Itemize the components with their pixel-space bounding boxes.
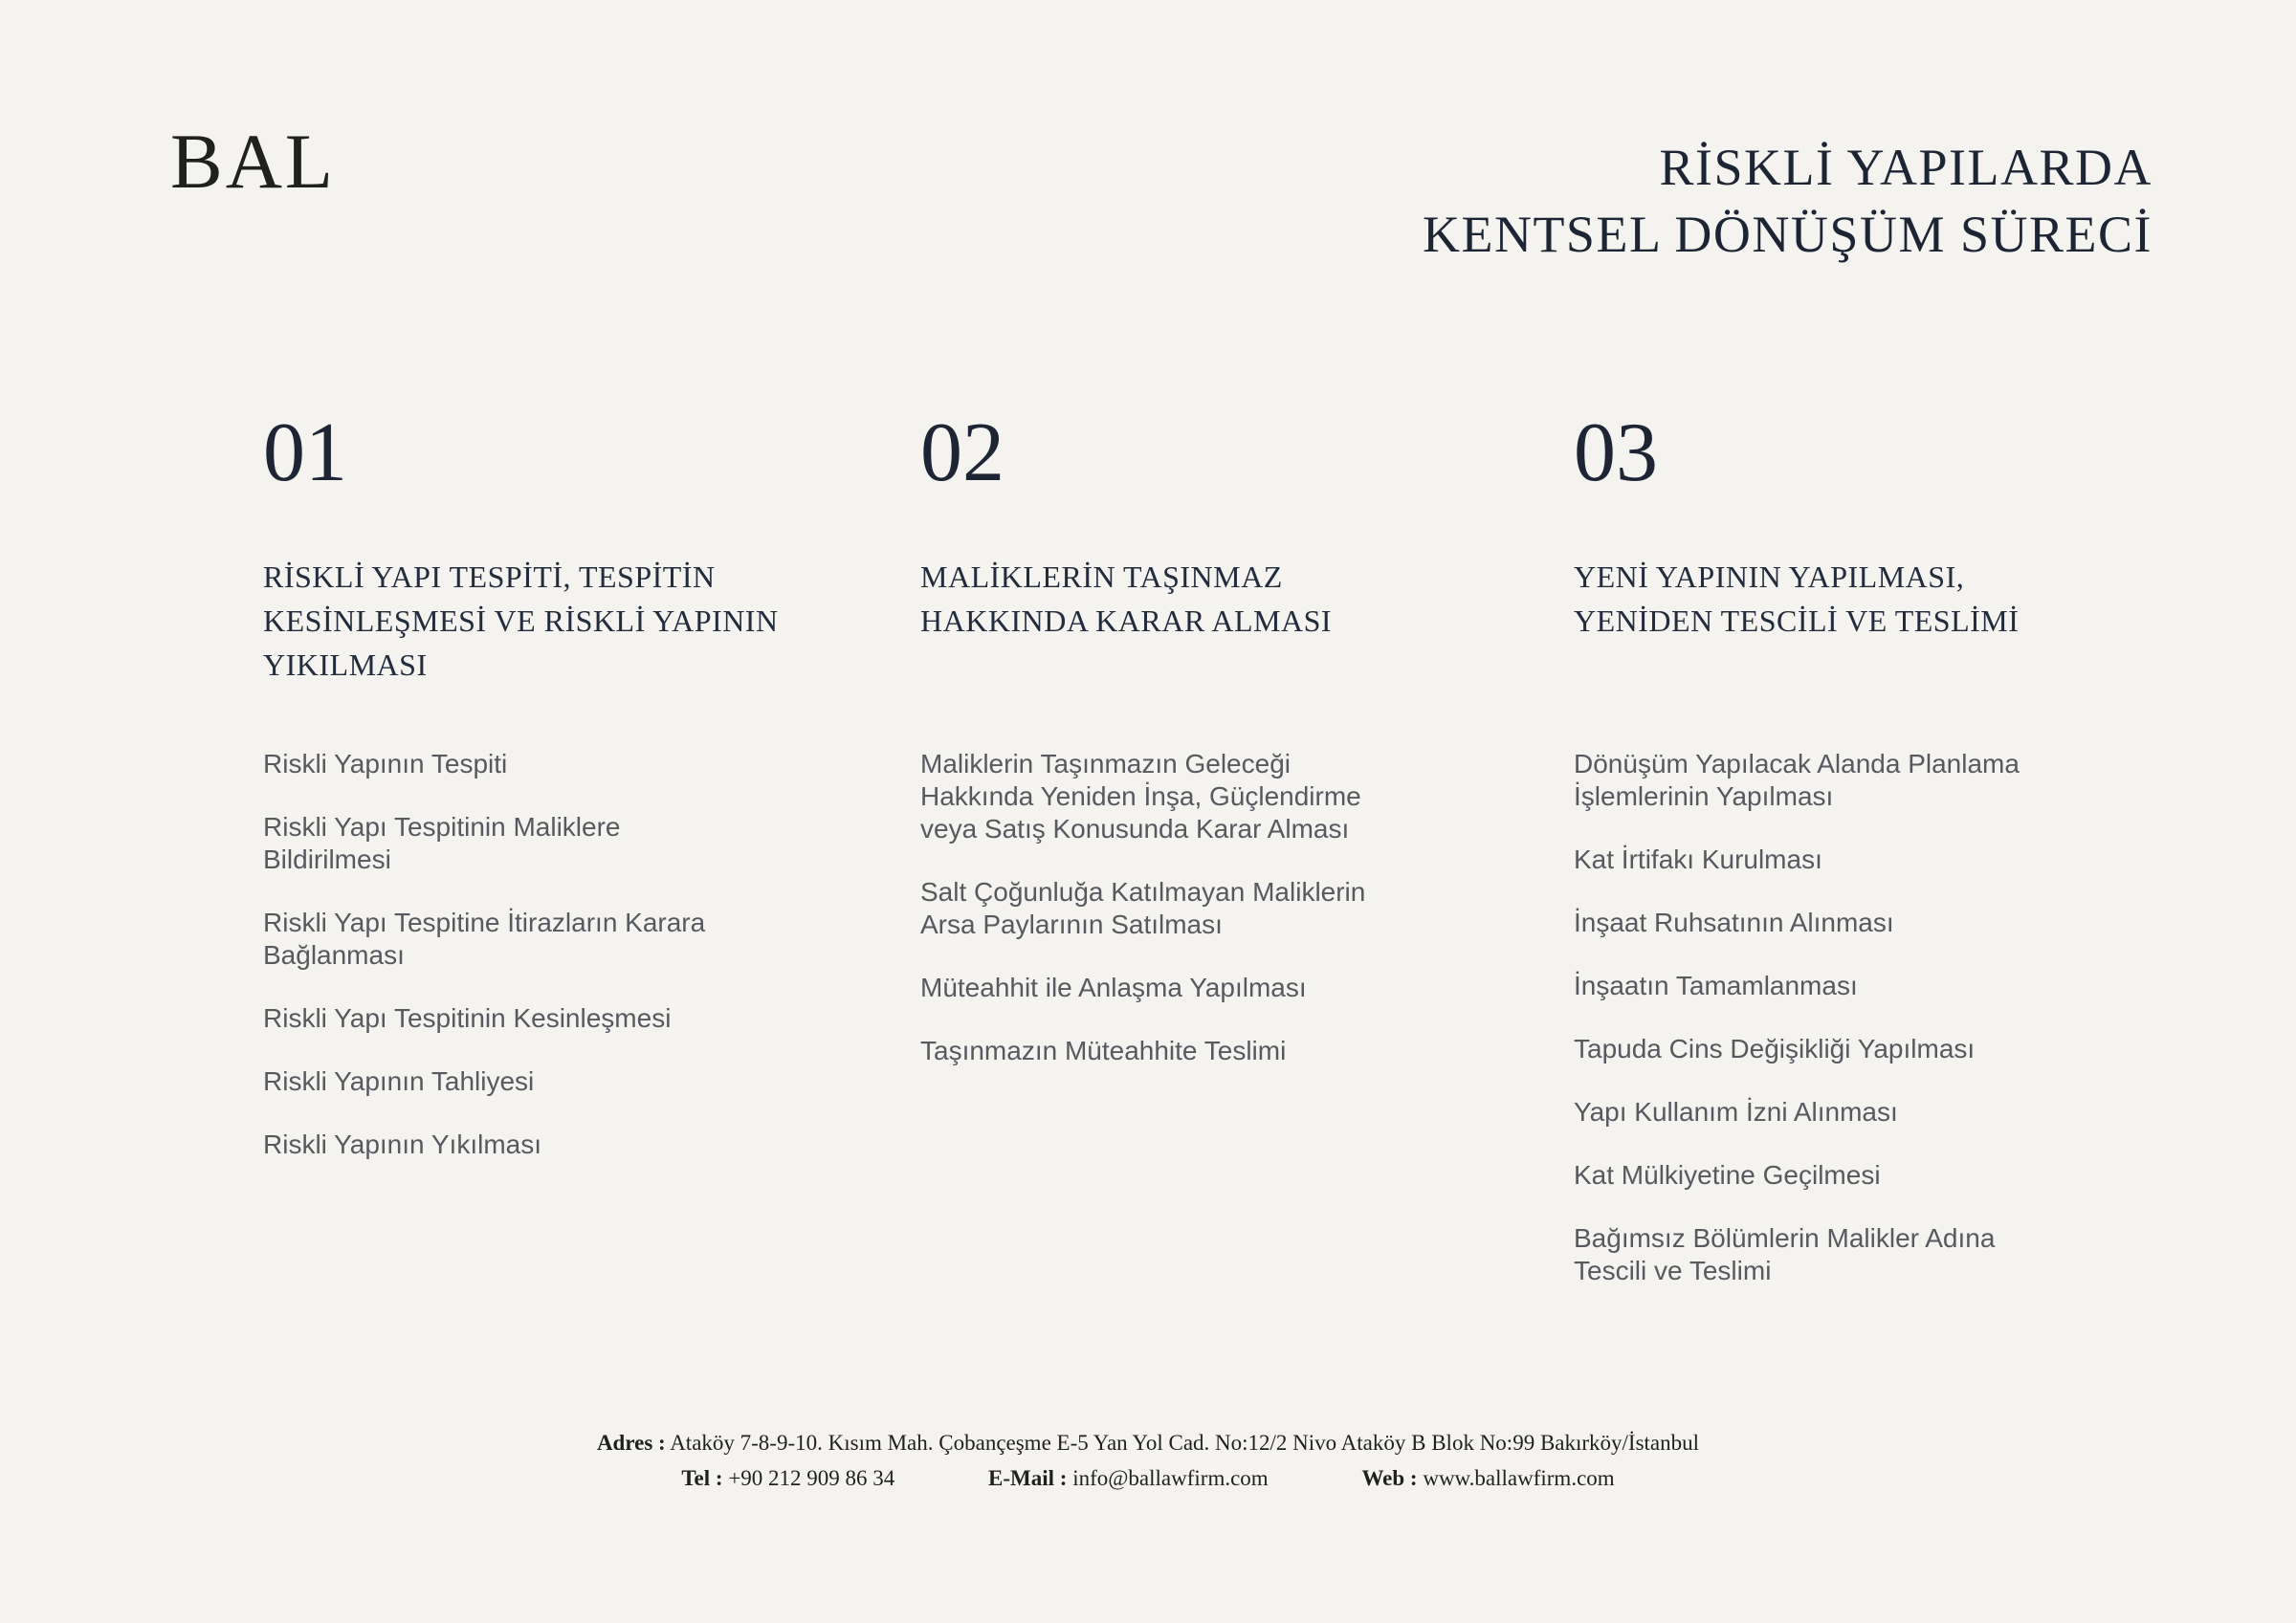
list-item: Riskli Yapı Tespitinin Maliklere Bildirilmesi xyxy=(263,812,621,874)
tel-value: +90 212 909 86 34 xyxy=(728,1466,895,1490)
list-item: Riskli Yapının Yıkılması xyxy=(263,1130,542,1159)
address-value: Ataköy 7-8-9-10. Kısım Mah. Çobançeşme E-5 Yan Yol Cad. No:12/2 Nivo Ataköy B Blok No:99 Bakırköy/İstanbul xyxy=(670,1431,1700,1455)
column-03 xyxy=(1574,406,2071,1368)
footer-contact-line xyxy=(0,1464,2296,1493)
column-01 xyxy=(263,406,779,1368)
page-title xyxy=(1423,134,2152,268)
list-item: Bağımsız Bölümlerin Malikler Adına Tescili ve Teslimi xyxy=(1574,1223,1996,1285)
heading-line: YENİDEN TESCİLİ VE TESLİMİ xyxy=(1574,603,2020,638)
list-item: Müteahhit ile Anlaşma Yapılması xyxy=(920,973,1307,1002)
list-item: Yapı Kullanım İzni Alınması xyxy=(1574,1097,1898,1127)
list-item: Salt Çoğunluğa Katılmayan Maliklerin Arsa Paylarının Satılması xyxy=(920,877,1366,939)
heading-line: YENİ YAPININ YAPILMASI, xyxy=(1574,559,1965,594)
column-02 xyxy=(920,406,1418,1368)
column-02-number: 02 xyxy=(920,406,1004,499)
list-item: Riskli Yapının Tahliyesi xyxy=(263,1066,535,1096)
footer-address-line xyxy=(0,1429,2296,1458)
brand-logo: BAL xyxy=(170,118,336,205)
list-item: İnşaatın Tamamlanması xyxy=(1574,971,1858,1000)
list-item: Riskli Yapı Tespitine İtirazların Karara Bağlanması xyxy=(263,908,706,970)
list-item: Dönüşüm Yapılacak Alanda Planlama İşlemlerinin Yapılması xyxy=(1574,749,2020,811)
list-item: Maliklerin Taşınmazın Geleceği Hakkında Yeniden İnşa, Güçlendirme veya Satış Konusunda Karar Alması xyxy=(920,749,1361,844)
column-02-heading xyxy=(920,555,1418,643)
email-label: E-Mail : xyxy=(988,1466,1068,1490)
web-segment xyxy=(1361,1464,1614,1493)
column-03-heading xyxy=(1574,555,2071,643)
page-title-line: KENTSEL DÖNÜŞÜM SÜRECİ xyxy=(1422,206,2152,263)
web-value: www.ballawfirm.com xyxy=(1423,1466,1615,1490)
list-item: Taşınmazın Müteahhite Teslimi xyxy=(920,1036,1287,1065)
footer xyxy=(0,1429,2296,1493)
heading-line: KESİNLEŞMESİ VE RİSKLİ YAPININ xyxy=(263,603,779,638)
list-item: İnşaat Ruhsatının Alınması xyxy=(1574,908,1894,937)
column-03-number: 03 xyxy=(1574,406,1658,499)
address-label: Adres : xyxy=(596,1431,666,1455)
column-01-list xyxy=(263,748,741,1192)
column-01-number: 01 xyxy=(263,406,347,499)
list-item: Kat Mülkiyetine Geçilmesi xyxy=(1574,1160,1881,1190)
column-01-heading xyxy=(263,555,779,687)
heading-line: RİSKLİ YAPI TESPİTİ, TESPİTİN xyxy=(263,559,716,594)
email-segment xyxy=(988,1464,1269,1493)
column-02-list xyxy=(920,748,1399,1098)
column-03-list xyxy=(1574,748,2052,1318)
list-item: Tapuda Cins Değişikliği Yapılması xyxy=(1574,1034,1976,1064)
tel-segment xyxy=(681,1464,894,1493)
list-item: Kat İrtifakı Kurulması xyxy=(1574,844,1822,874)
tel-label: Tel : xyxy=(681,1466,723,1490)
list-item: Riskli Yapı Tespitinin Kesinleşmesi xyxy=(263,1003,672,1033)
list-item: Riskli Yapının Tespiti xyxy=(263,749,508,779)
email-value: info@ballawfirm.com xyxy=(1072,1466,1269,1490)
web-label: Web : xyxy=(1361,1466,1418,1490)
heading-line: YIKILMASI xyxy=(263,647,428,682)
heading-line: HAKKINDA KARAR ALMASI xyxy=(920,603,1333,638)
heading-line: MALİKLERİN TAŞINMAZ xyxy=(920,559,1283,594)
page-title-line: RİSKLİ YAPILARDA xyxy=(1659,139,2152,196)
